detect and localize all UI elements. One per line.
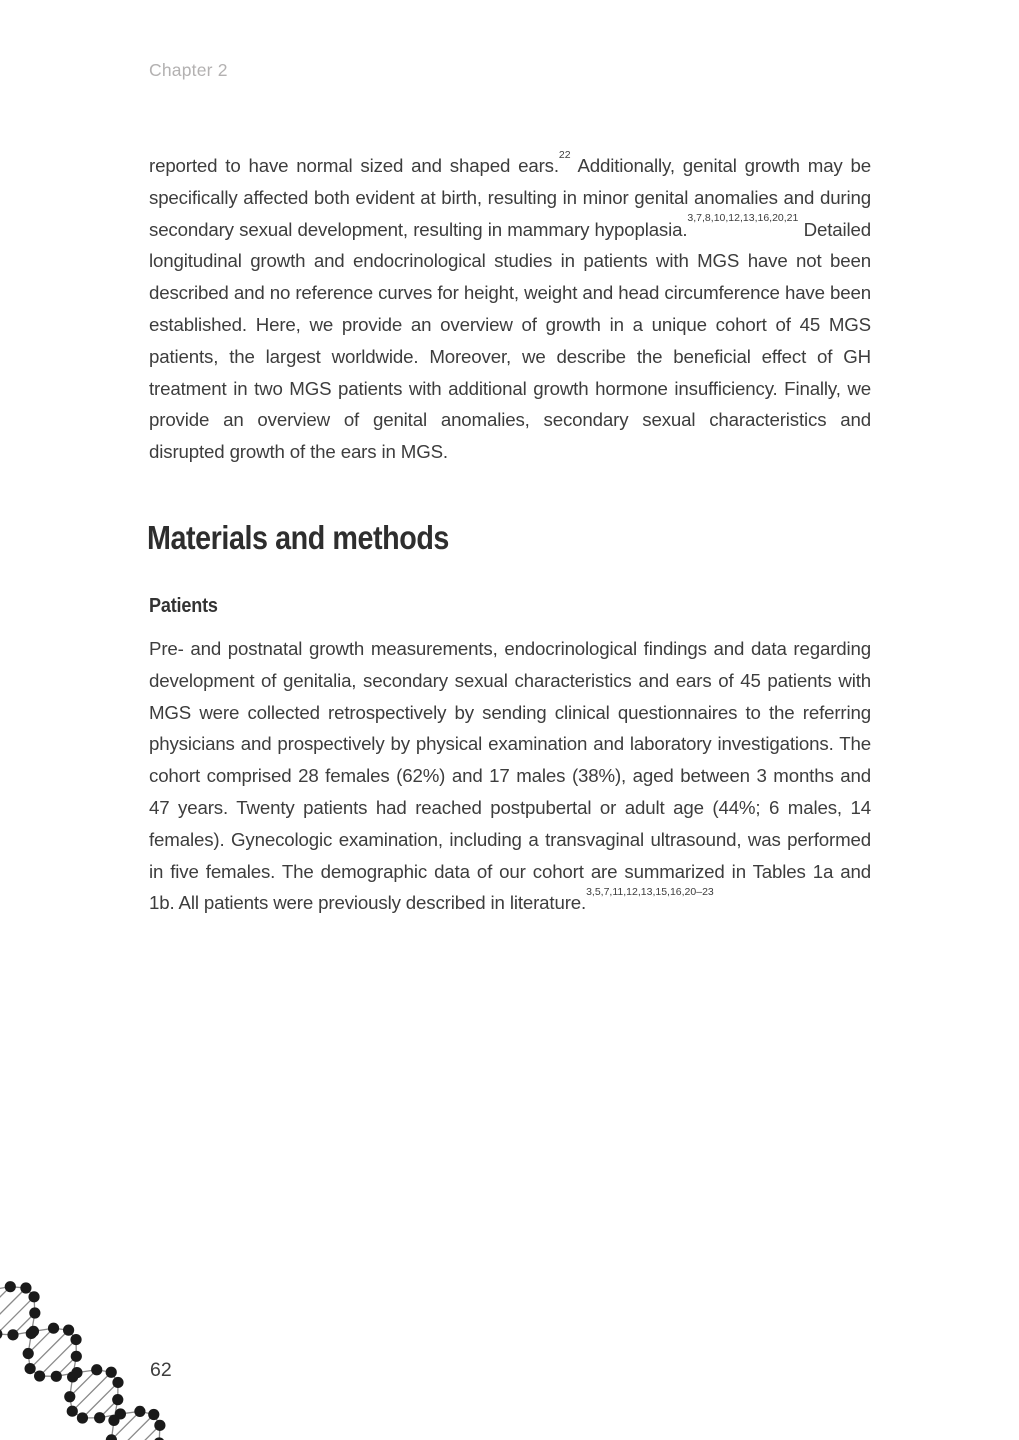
reference-superscript: 3,7,8,10,12,13,16,20,21 bbox=[687, 212, 799, 225]
subsection-heading-patients: Patients bbox=[149, 594, 218, 617]
patients-paragraph bbox=[149, 633, 871, 919]
paragraph-text: reported to have normal sized and shaped ears. bbox=[149, 155, 559, 176]
intro-paragraph bbox=[149, 150, 871, 468]
section-heading-materials-and-methods: Materials and methods bbox=[147, 519, 449, 556]
running-header-chapter: Chapter 2 bbox=[149, 60, 228, 80]
page-number: 62 bbox=[150, 1359, 172, 1381]
paragraph-text: Pre- and postnatal growth measurements, endocrinological findings and data regarding development of genitalia, secondary sexual characteristics and ears of 45 patients with MGS were collected retrospectively by sending clinical questionnaires to the referring physicians and prospectively by physical examination and laboratory investigations. The cohort comprised 28 females (62%) and 17 males (38%), aged between 3 months and 47 years. Twenty patients had reached postpubertal or adult age (44%; 6 males, 14 females). Gynecologic examination, including a transvaginal ultrasound, was performed in five females. The demographic data of our cohort are summarized in Tables 1a and 1b. All patients were previously described in literature. bbox=[149, 638, 871, 914]
reference-superscript: 3,5,7,11,12,13,15,16,20–23 bbox=[586, 886, 714, 899]
reference-superscript: 22 bbox=[558, 148, 571, 161]
dna-helix-icon bbox=[0, 1272, 190, 1440]
paragraph-text: Additionally, genital growth may be specifically affected both evident at birth, resulting in minor genital anomalies and during secondary sexual development, resulting in mammary hypoplasia. bbox=[149, 155, 872, 240]
paragraph-text: Detailed longitudinal growth and endocrinological studies in patients with MGS have not been described and no reference curves for height, weight and head circumference have been established. Here, we provide an overview of growth in a unique cohort of 45 MGS patients, the largest worldwide. Moreover, we describe the beneficial effect of GH treatment in two MGS patients with additional growth hormone insufficiency. Finally, we provide an overview of genital anomalies, secondary sexual characteristics and disrupted growth of the ears in MGS. bbox=[149, 218, 871, 463]
